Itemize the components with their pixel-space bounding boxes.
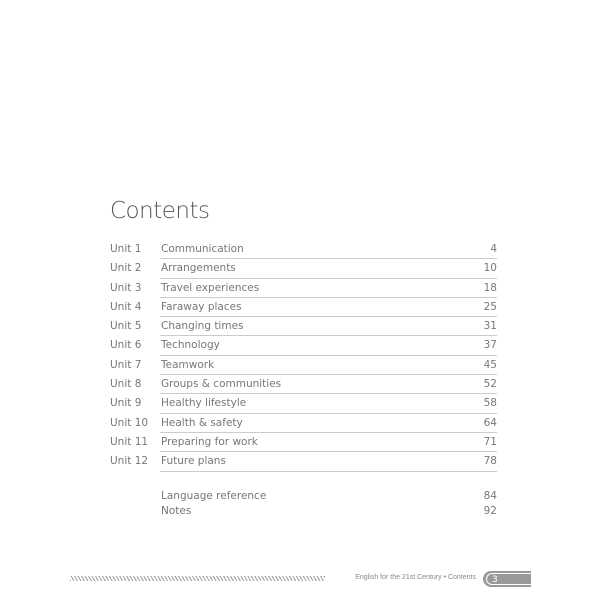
contents-row [110, 279, 497, 298]
unit-label: Unit 6 [110, 339, 142, 352]
contents-row [110, 259, 497, 278]
extra-page: 84 [483, 490, 497, 502]
unit-title: Travel experiences [161, 281, 260, 294]
contents-row [110, 356, 497, 375]
contents-row [110, 433, 497, 452]
unit-label: Unit 5 [110, 320, 142, 333]
unit-title: Health & safety [161, 416, 243, 429]
unit-label: Unit 9 [110, 397, 142, 410]
unit-label: Unit 12 [110, 455, 149, 468]
unit-title: Technology [161, 339, 220, 352]
unit-title: Teamwork [161, 358, 215, 371]
unit-page: 18 [483, 281, 497, 294]
unit-title: Healthy lifestyle [161, 397, 247, 410]
unit-title: Changing times [161, 320, 244, 333]
unit-page: 10 [483, 262, 497, 275]
contents-extra-item [161, 505, 497, 518]
contents-row [110, 414, 497, 433]
contents-list [110, 240, 497, 472]
unit-page: 31 [483, 320, 497, 333]
unit-title: Groups & communities [161, 378, 282, 391]
contents-row [110, 240, 497, 259]
unit-page: 45 [483, 358, 497, 371]
unit-label: Unit 10 [110, 416, 149, 429]
unit-label: Unit 3 [110, 281, 142, 294]
contents-row [110, 394, 497, 413]
unit-page: 71 [483, 435, 497, 448]
contents-row [110, 375, 497, 394]
unit-page: 58 [483, 397, 497, 410]
footer-text: English for the 21st Century • Contents [355, 574, 476, 581]
unit-title: Future plans [161, 455, 226, 468]
unit-label: Unit 7 [110, 358, 142, 371]
unit-label: Unit 4 [110, 300, 142, 313]
extra-title: Notes [161, 505, 192, 517]
unit-page: 37 [483, 339, 497, 352]
unit-page: 25 [483, 300, 497, 313]
unit-label: Unit 8 [110, 378, 142, 391]
extra-page: 92 [483, 505, 497, 517]
unit-title: Faraway places [161, 300, 242, 313]
footer-hatch-bar [70, 576, 325, 581]
contents-row [110, 298, 497, 317]
contents-row [110, 317, 497, 336]
unit-page: 64 [483, 416, 497, 429]
page-number-tab [483, 571, 531, 587]
unit-title: Preparing for work [161, 435, 258, 448]
unit-label: Unit 1 [110, 243, 142, 255]
unit-page: 52 [483, 378, 497, 391]
page-number: 3 [486, 573, 531, 585]
contents-row [110, 452, 497, 471]
page-title: Contents [110, 198, 210, 224]
unit-title: Communication [161, 243, 244, 255]
unit-label: Unit 11 [110, 435, 149, 448]
unit-label: Unit 2 [110, 262, 142, 275]
extra-title: Language reference [161, 490, 267, 502]
contents-row [110, 336, 497, 355]
unit-page: 78 [483, 455, 497, 468]
unit-title: Arrangements [161, 262, 236, 275]
contents-extra-item [161, 490, 497, 503]
unit-page: 4 [490, 243, 497, 255]
